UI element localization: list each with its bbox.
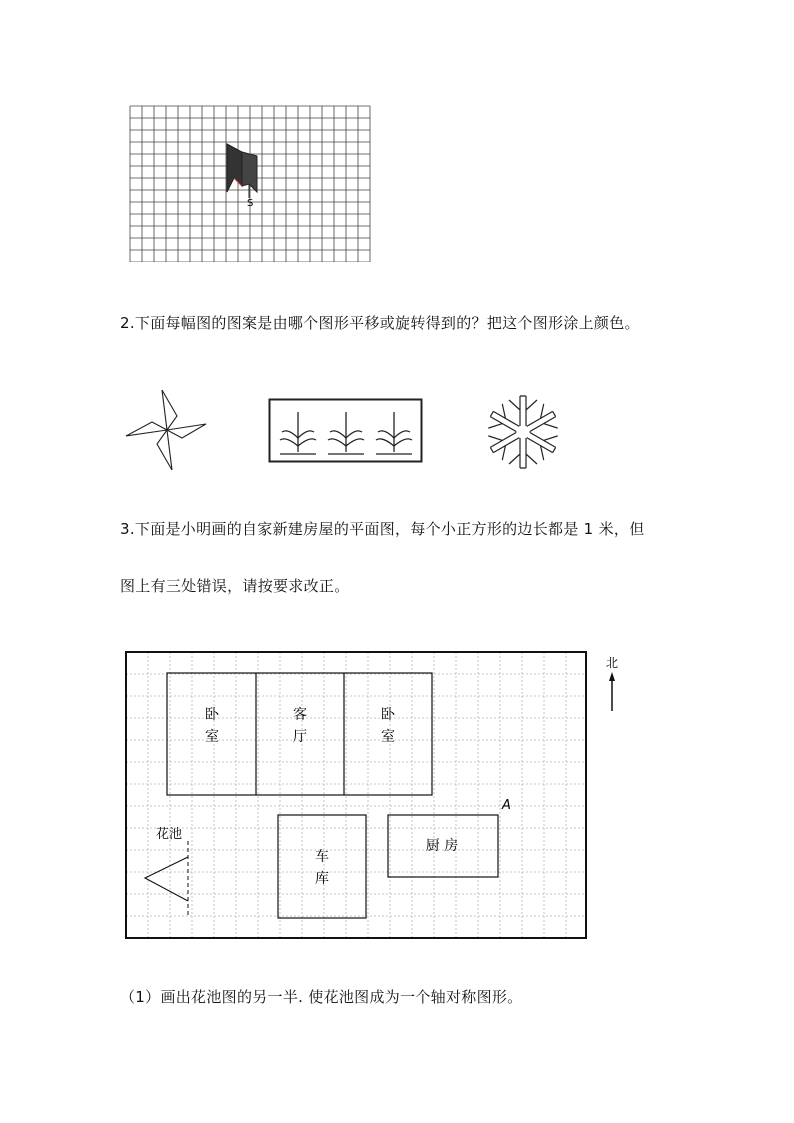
floor-plan — [120, 645, 620, 945]
point-s-label: S — [247, 198, 254, 209]
question-2-text: 2.下面每幅图的图案是由哪个图形平移或旋转得到的？把这个图形涂上颜色。 — [120, 314, 640, 332]
garage-label-2: 库 — [315, 871, 329, 887]
flower-bed-label: 花池 — [156, 827, 183, 842]
pinwheel-figure — [122, 386, 212, 474]
living-room-label-1: 客 — [293, 707, 307, 723]
grass-pattern-figure — [268, 398, 424, 466]
sub-question-1-text: （1）画出花池图的另一半. 使花池图成为一个轴对称图形。 — [120, 988, 523, 1006]
question-3-line-1: 3.下面是小明画的自家新建房屋的平面图，每个小正方形的边长都是 1 米，但 — [120, 520, 645, 538]
snowflake-figure — [480, 390, 566, 474]
bedroom-right-label-2: 室 — [381, 729, 395, 745]
flower-bed-half — [145, 857, 188, 901]
point-a-label: A — [502, 798, 511, 813]
bedroom-left-label-1: 卧 — [205, 707, 219, 723]
kitchen-label: 厨 房 — [425, 838, 459, 854]
question-3-line-2: 图上有三处错误，请按要求改正。 — [120, 577, 350, 595]
living-room-label-2: 厅 — [293, 729, 307, 745]
garage-outline — [278, 815, 366, 918]
north-arrowhead-icon — [609, 672, 615, 681]
bedroom-left-label-2: 室 — [205, 729, 219, 745]
shaded-shape — [227, 144, 242, 192]
north-label: 北 — [605, 656, 619, 670]
bedroom-right-label-1: 卧 — [381, 707, 395, 723]
garage-label-1: 车 — [315, 849, 329, 865]
grid-figure — [126, 104, 374, 262]
